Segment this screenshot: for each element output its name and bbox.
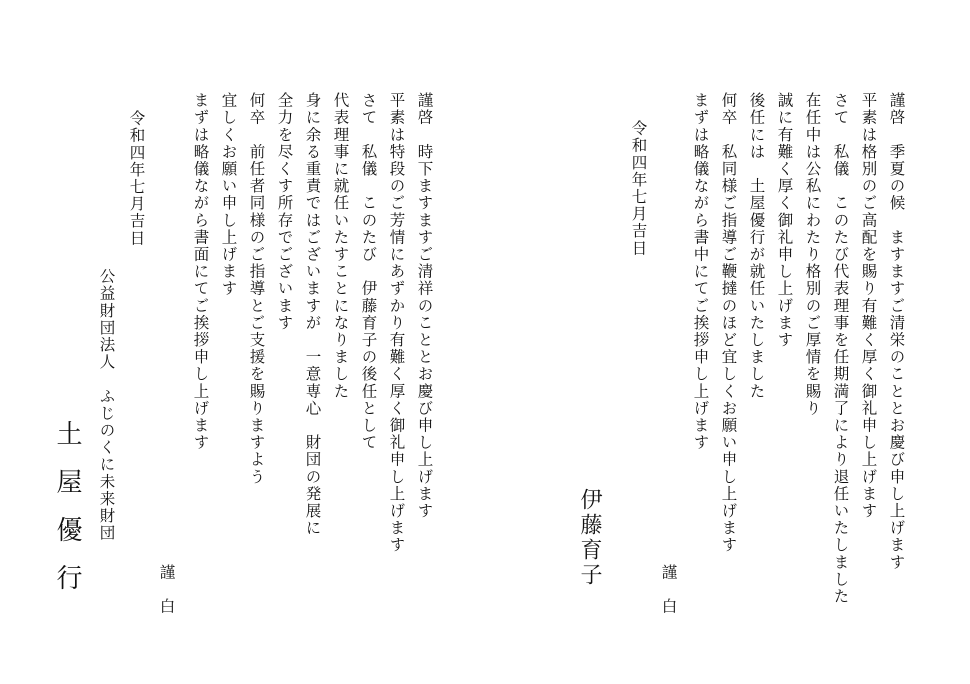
right-letter-line-1: 謹啓 季夏の候 ますますご清栄のこととお慶び申し上げます xyxy=(887,92,906,571)
right-letter-line-3: さて 私儀 このたび代表理事を任期満了により退任いたしました xyxy=(831,92,850,605)
left-letter-closing-1: 謹 xyxy=(157,564,176,582)
left-letter-line-5: 身に余る重責ではございますが 一意専心 財団の発展に xyxy=(303,92,322,537)
left-letter-line-1: 謹啓 時下ますますご清祥のこととお慶び申し上げます xyxy=(415,92,434,520)
right-letter-line-2: 平素は格別のご高配を賜り有難く厚く御礼申し上げます xyxy=(859,92,878,520)
right-letter-line-5: 誠に有難く厚く御礼申し上げます xyxy=(775,92,794,349)
left-letter-line-6: 全力を尽くす所存でございます xyxy=(275,92,294,332)
right-letter-date: 令和四年七月吉日 xyxy=(629,120,648,257)
right-letter-signer: 伊藤育子 xyxy=(577,488,602,588)
left-letter-line-9: まずは略儀ながら書面にてご挨拶申し上げます xyxy=(191,92,210,452)
left-letter-closing-2: 白 xyxy=(157,598,176,616)
right-letter-line-7: 何卒 私同様ご指導ご鞭撻のほど宜しくお願い申し上げます xyxy=(719,92,738,554)
left-letter-signer: 土屋優行 xyxy=(52,420,82,612)
left-letter-line-7: 何卒 前任者同様のご指導とご支援を賜りますよう xyxy=(247,92,266,486)
right-letter-closing-2: 白 xyxy=(659,598,678,616)
right-letter-line-4: 在任中は公私にわたり格別のご厚情を賜り xyxy=(803,92,822,417)
left-letter-line-4: 代表理事に就任いたすことになりました xyxy=(331,92,350,400)
right-letter-line-8: まずは略儀ながら書中にてご挨拶申し上げます xyxy=(691,92,710,452)
left-letter-line-2: 平素は特段のご芳情にあずかり有難く厚く御礼申し上げます xyxy=(387,92,406,554)
left-letter-date: 令和四年七月吉日 xyxy=(127,110,146,247)
left-letter-organization: 公益財団法人 ふじのくに未来財団 xyxy=(97,268,116,542)
left-letter-line-3: さて 私儀 このたび 伊藤育子の後任として xyxy=(359,92,378,452)
right-letter-line-6: 後任には 土屋優行が就任いたしました xyxy=(747,92,766,400)
right-letter-closing-1: 謹 xyxy=(659,564,678,582)
left-letter-line-8: 宜しくお願い申し上げます xyxy=(219,92,238,298)
